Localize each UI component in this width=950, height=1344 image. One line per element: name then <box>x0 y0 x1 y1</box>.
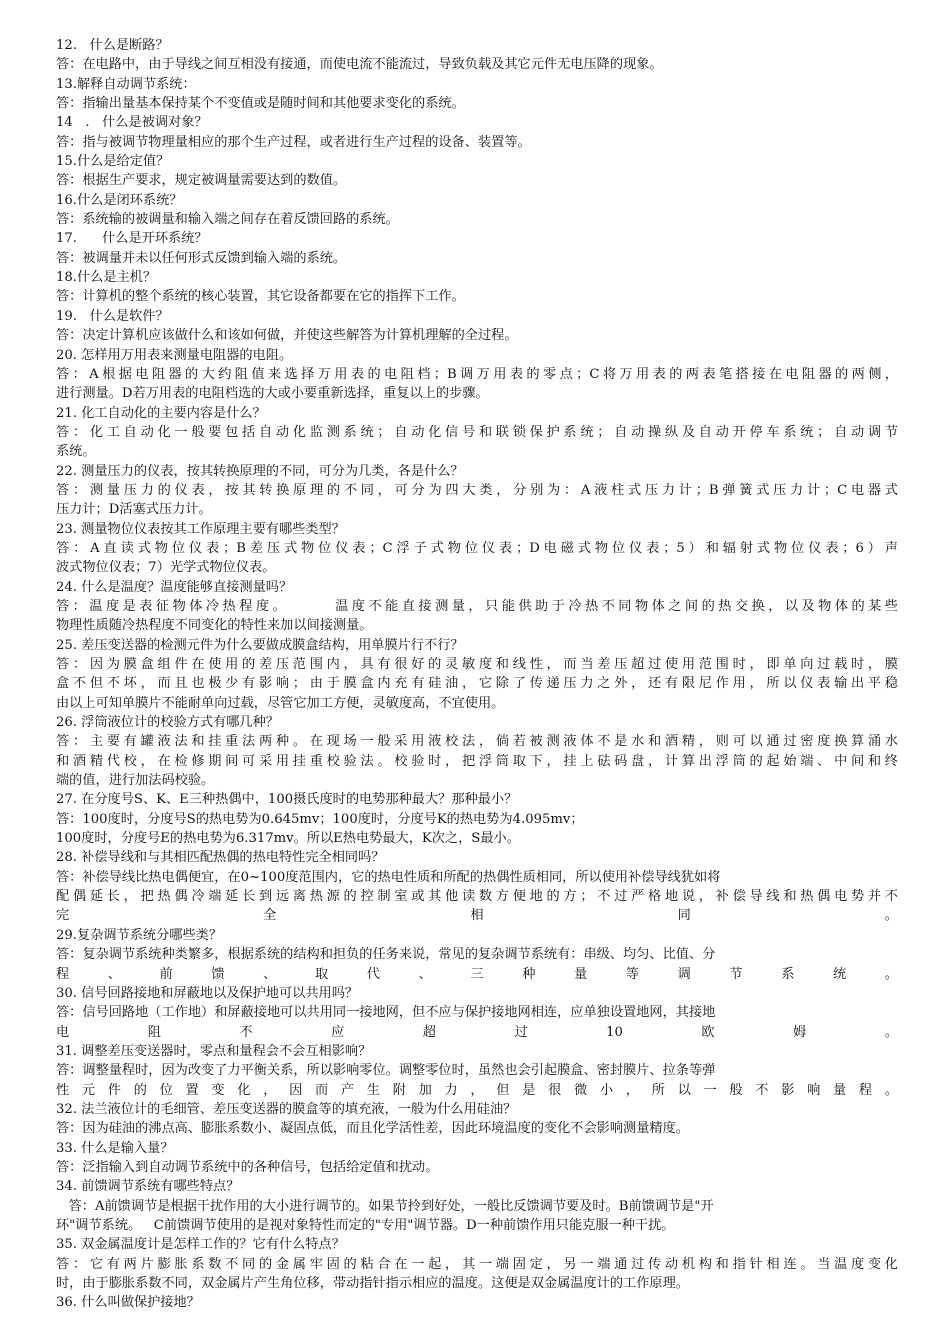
text-line: 30. 信号回路接地和屏蔽地以及保护地可以共用吗？ <box>56 985 359 1001</box>
text-line: 15.什么是给定值？ <box>56 154 170 170</box>
text-line: 答：指与被调节物理量相应的那个生产过程，或者进行生产过程的设备、装置等。 <box>56 134 531 150</box>
text-line: 33. 什么是输入量？ <box>56 1140 174 1156</box>
text-line: 答：100度时，分度号S的热电势为0.645mv；100度时，分度号K的热电势为4.095mv； <box>56 811 584 827</box>
text-line: 答：指输出量基本保持某个不变值或是随时间和其他要求变化的系统。 <box>56 96 465 112</box>
text-line: 答：因为膜盒组件在使用的差压范围内，具有很好的灵敏度和线性，而当差压超过使用范围时，即单向过载时，膜 <box>56 657 898 672</box>
text-line: 14 . 什么是被调对象？ <box>56 115 208 131</box>
text-line: 电阻不应超过10欧姆。 <box>56 1024 898 1040</box>
text-line: 和酒精代校，在检修期间可采用挂重校验法。校验时，把浮筒取下，挂上砝码盘，计算出浮筒的起始端、中间和终 <box>56 753 898 769</box>
text-line: 答：调整量程时，因为改变了力平衡关系，所以影响零位。调整零位时，虽然也会引起膜盒、密封膜片、拉条等弹 <box>56 1063 716 1079</box>
text-line: 20. 怎样用万用表来测量电阻器的电阻。 <box>56 347 293 363</box>
text-line: 29.复杂调节系统分哪些类？ <box>56 927 223 943</box>
text-line: 19. 什么是软件？ <box>56 308 169 324</box>
text-line: 24. 什么是温度？温度能够直接测量吗？ <box>56 579 293 595</box>
text-line: 25. 差压变送器的检测元件为什么要做成膜盒结构，用单膜片行不行？ <box>56 637 464 653</box>
text-line: 程、前馈、取代、三种量等调节系统。 <box>56 966 898 982</box>
text-line: 答：化工自动化一般要包括自动化监测系统；自动化信号和联锁保护系统；自动操纵及自动开停车系统；自动调节 <box>56 424 898 440</box>
text-line: 35. 双金属温度计是怎样工作的？它有什么特点？ <box>56 1237 345 1253</box>
text-line: 26. 浮筒液位计的校验方式有哪几种？ <box>56 715 279 731</box>
text-line: 答：A前馈调节是根据干扰作用的大小进行调节的。如果节拎到好处，一般比反馈调节要及时。B前馈调节是"开 <box>56 1198 714 1214</box>
text-line: 13.解释自动调节系统： <box>56 76 196 92</box>
text-line: 答：主要有罐液法和挂重法两种。在现场一般采用液校法，倘若被测液体不是水和酒精，则可以通过密度换算涌水 <box>56 734 898 750</box>
text-line: 完全相同。 <box>56 908 898 924</box>
text-line: 波式物位仪表；7）光学式物位仪表。 <box>56 560 276 576</box>
text-line: 物理性质随冷热程度不同变化的特性来加以间接测量。 <box>56 618 373 634</box>
text-line: 答：决定计算机应该做什么和该如何做，并使这些解答为计算机理解的全过程。 <box>56 328 518 344</box>
text-line: 答：温度是表征物体冷热程度。 温度不能直接测量，只能供助于冷热不同物体之间的热交换，以及物体的某些 <box>56 598 898 614</box>
text-line: 答：复杂调节系统种类繁多，根据系统的结构和担负的任务来说，常见的复杂调节系统有：串级、均匀、比值、分 <box>56 947 716 963</box>
text-line: 答：补偿导线比热电偶便宜，在0~100度范围内，它的热电性质和所配的热偶性质相同，所以使用补偿导线犹如将 <box>56 869 721 885</box>
text-line: 22. 测量压力的仪表，按其转换原理的不同，可分为几类，各是什么？ <box>56 463 464 479</box>
text-line: 端的值，进行加法码校验。 <box>56 773 215 789</box>
text-line: 21. 化工自动化的主要内容是什么？ <box>56 405 266 421</box>
text-line: 环"调节系统。 C前馈调节使用的是视对象特性而定的"专用"调节器。D一种前馈作用只能克服一种干扰。 <box>56 1217 675 1233</box>
text-line: 17. 什么是开环系统？ <box>56 231 208 247</box>
text-line: 答：计算机的整个系统的核心装置，其它设备都要在它的指挥下工作。 <box>56 289 465 305</box>
text-line: 进行测量。D若万用表的电阻档选的大或小要重新选择，重复以上的步骤。 <box>56 386 489 402</box>
text-line: 18.什么是主机？ <box>56 270 157 286</box>
text-line: 34. 前馈调节系统有哪些特点？ <box>56 1179 240 1195</box>
text-line: 答：在电路中，由于导线之间互相没有接通，而使电流不能流过，导致负载及其它元件无电压降的现象。 <box>56 57 663 73</box>
text-line: 答：信号回路地（工作地）和屏蔽接地可以共用同一接地网，但不应与保护接地网相连，应单独设置地网，其接地 <box>56 1005 716 1021</box>
text-line: 系统。 <box>56 444 96 460</box>
text-line: 答：系统输的被调量和输入端之间存在着反馈回路的系统。 <box>56 212 399 228</box>
text-line: 32. 法兰液位计的毛细管、差压变送器的膜盒等的填充液，一般为什么用硅油？ <box>56 1101 517 1117</box>
text-line: 答：因为硅油的沸点高、膨胀系数小、凝固点低，而且化学活性差，因此环境温度的变化不会影响测量精度。 <box>56 1121 689 1137</box>
text-line: 100度时，分度号E的热电势为6.317mv。所以E热电势最大，K次之，S最小。 <box>56 831 520 847</box>
text-line: 盒不但不坏，而且也极少有影响；由于膜盒内充有硅油，它除了传递压力之外，还有限尼作用，所以仪表输出平稳 <box>56 676 898 692</box>
text-line: 31. 调整差压变送器时，零点和量程会不会互相影响？ <box>56 1043 372 1059</box>
text-line: 性元件的位置变化，因而产生附加力，但是很微小，所以一般不影响量程。 <box>56 1082 898 1098</box>
text-line: 时，由于膨胀系数不同，双金属片产生角位移，带动指针指示相应的温度。这便是双金属温度计的工作原理。 <box>56 1276 689 1291</box>
text-line: 答：测量压力的仪表，按其转换原理的不同，可分为四大类，分别为：A液柱式压力计；B弹簧式压力计；C电器式 <box>56 482 898 498</box>
text-line: 答：被调量并未以任何形式反馈到输入端的系统。 <box>56 250 347 266</box>
text-line: 配偶延长，把热偶冷端延长到远离热源的控制室或其他读数方便地的方；不过严格地说，补偿导线和热偶电势并不 <box>56 889 898 905</box>
text-line: 答：根据生产要求，规定被调量需要达到的数值。 <box>56 173 347 189</box>
text-line: 由以上可知单膜片不能耐单向过载，尽管它加工方便，灵敏度高，不宜使用。 <box>56 695 505 711</box>
text-line: 16.什么是闭环系统？ <box>56 192 183 208</box>
text-line: 23. 测量物位仪表按其工作原理主要有哪些类型？ <box>56 521 345 537</box>
text-line: 压力计；D活塞式压力计。 <box>56 502 212 518</box>
text-line: 27. 在分度号S、K、E三种热偶中，100摄氏度时的电势那种最大？那种最小？ <box>56 792 518 808</box>
text-line: 答：它有两片膨胀系数不同的金属牢固的粘合在一起，其一端固定，另一端通过传动机构和指针相连。当温度变化 <box>56 1256 898 1272</box>
text-line: 答：A根据电阻器的大约阻值来选择万用表的电阻档；B调万用表的零点；C将万用表的两表笔搭接在电阻器的两侧， <box>56 366 898 382</box>
text-line: 答：A直读式物位仪表；B差压式物位仪表；C浮子式物位仪表；D电磁式物位仪表；5）和辐射式物位仪表；6）声 <box>56 540 898 556</box>
text-line: 28. 补偿导线和与其相匹配热偶的热电特性完全相同吗？ <box>56 850 385 866</box>
text-line: 36. 什么叫做保护接地？ <box>56 1295 200 1311</box>
text-line: 12. 什么是断路？ <box>56 38 169 53</box>
text-line: 答：泛指输入到自动调节系统中的各种信号，包括给定值和扰动。 <box>56 1159 439 1175</box>
